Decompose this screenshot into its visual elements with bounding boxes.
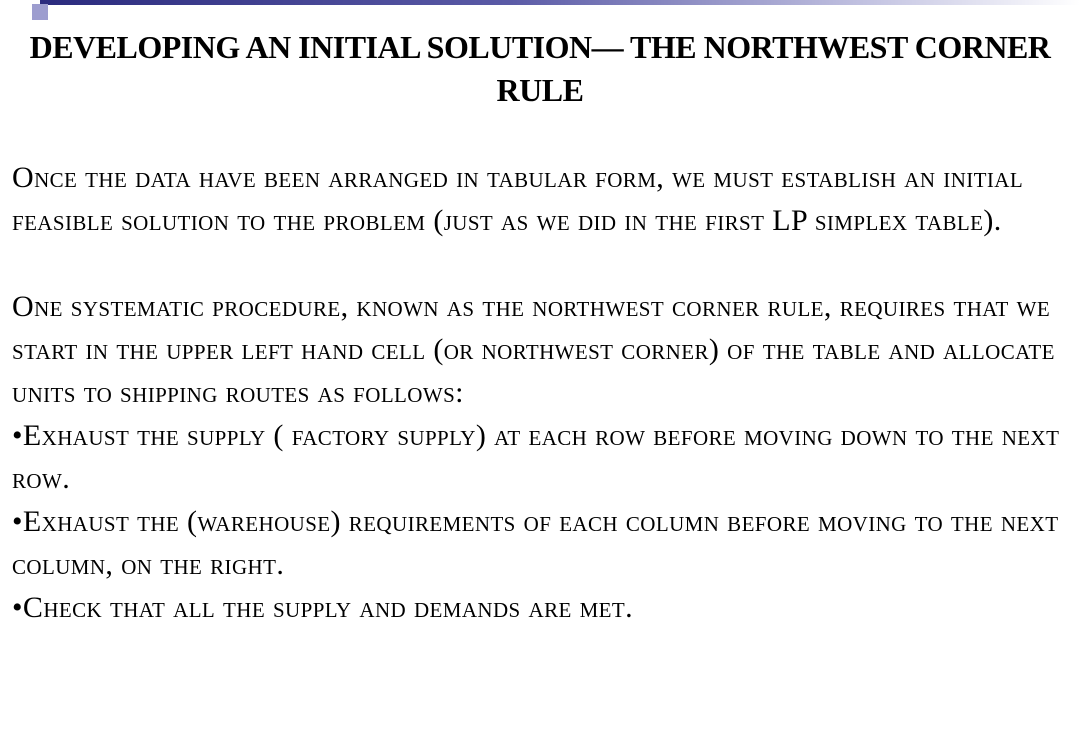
bullet-dot: •	[12, 505, 23, 538]
bullet-dot: •	[12, 419, 23, 452]
corner-accent-square	[32, 4, 48, 20]
bullet-text: Exhaust the supply ( factory supply) at each row before moving down to the next row.	[12, 419, 1060, 495]
paragraph-intro: Once the data have been arranged in tabular form, we must establish an initial feasible solution to the problem (just as we did in the first LP simplex table).	[12, 161, 1024, 237]
bullet-dot: •	[12, 591, 23, 624]
bullet-item	[12, 414, 1072, 500]
slide-body	[12, 156, 1072, 629]
top-accent-bar	[40, 0, 1080, 5]
paragraph-procedure: One systematic procedure, known as the northwest corner rule, requires that we start in the upper left hand cell (or northwest corner) of the table and allocate units to shipping routes as follows:	[12, 290, 1055, 409]
bullet-item	[12, 586, 1072, 629]
bullet-item	[12, 500, 1072, 586]
bullet-text: Check that all the supply and demands are met.	[22, 591, 634, 624]
paragraph-spacer	[12, 242, 1072, 285]
slide-title: DEVELOPING AN INITIAL SOLUTION— THE NORTHWEST CORNER RULE	[29, 29, 1051, 108]
bullet-text: Exhaust the (warehouse) requirements of each column before moving to the next column, on the right.	[12, 505, 1059, 581]
